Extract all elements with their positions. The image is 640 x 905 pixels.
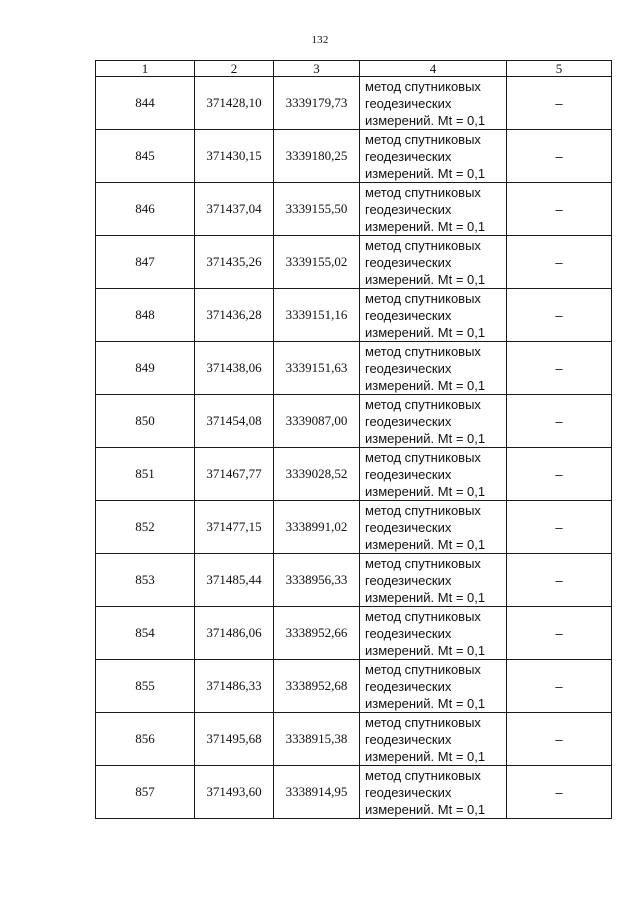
x-coordinate: 371485,44 — [195, 554, 274, 607]
y-coordinate: 3338915,38 — [274, 713, 360, 766]
note-dash: – — [507, 395, 612, 448]
x-coordinate: 371438,06 — [195, 342, 274, 395]
x-coordinate: 371430,15 — [195, 130, 274, 183]
measurement-method: метод спутниковых геодезических измерений. Mt = 0,1 — [360, 448, 507, 501]
note-dash: – — [507, 130, 612, 183]
y-coordinate: 3339180,25 — [274, 130, 360, 183]
point-number: 850 — [96, 395, 195, 448]
measurement-method: метод спутниковых геодезических измерений. Mt = 0,1 — [360, 395, 507, 448]
coordinates-table — [95, 60, 612, 819]
y-coordinate: 3339155,50 — [274, 183, 360, 236]
page-number: 132 — [311, 34, 329, 46]
measurement-method: метод спутниковых геодезических измерений. Mt = 0,1 — [360, 766, 507, 819]
y-coordinate: 3338914,95 — [274, 766, 360, 819]
table-row — [96, 236, 612, 289]
table-row — [96, 395, 612, 448]
note-dash: – — [507, 501, 612, 554]
note-dash: – — [507, 713, 612, 766]
note-dash: – — [507, 77, 612, 130]
table-row — [96, 289, 612, 342]
column-header-4: 4 — [360, 61, 507, 77]
x-coordinate: 371467,77 — [195, 448, 274, 501]
table-row — [96, 130, 612, 183]
column-header-5: 5 — [507, 61, 612, 77]
y-coordinate: 3339028,52 — [274, 448, 360, 501]
column-header-2: 2 — [195, 61, 274, 77]
point-number: 855 — [96, 660, 195, 713]
point-number: 854 — [96, 607, 195, 660]
point-number: 846 — [96, 183, 195, 236]
point-number: 852 — [96, 501, 195, 554]
measurement-method: метод спутниковых геодезических измерений. Mt = 0,1 — [360, 130, 507, 183]
point-number: 851 — [96, 448, 195, 501]
x-coordinate: 371437,04 — [195, 183, 274, 236]
note-dash: – — [507, 183, 612, 236]
x-coordinate: 371435,26 — [195, 236, 274, 289]
point-number: 856 — [96, 713, 195, 766]
point-number: 847 — [96, 236, 195, 289]
y-coordinate: 3338991,02 — [274, 501, 360, 554]
x-coordinate: 371486,06 — [195, 607, 274, 660]
point-number: 857 — [96, 766, 195, 819]
measurement-method: метод спутниковых геодезических измерений. Mt = 0,1 — [360, 501, 507, 554]
x-coordinate: 371428,10 — [195, 77, 274, 130]
x-coordinate: 371454,08 — [195, 395, 274, 448]
measurement-method: метод спутниковых геодезических измерений. Mt = 0,1 — [360, 77, 507, 130]
point-number: 849 — [96, 342, 195, 395]
table-body — [96, 77, 612, 819]
note-dash: – — [507, 607, 612, 660]
x-coordinate: 371486,33 — [195, 660, 274, 713]
point-number: 844 — [96, 77, 195, 130]
measurement-method: метод спутниковых геодезических измерений. Mt = 0,1 — [360, 342, 507, 395]
point-number: 845 — [96, 130, 195, 183]
y-coordinate: 3338952,66 — [274, 607, 360, 660]
table-row — [96, 448, 612, 501]
table-row — [96, 660, 612, 713]
y-coordinate: 3339155,02 — [274, 236, 360, 289]
note-dash: – — [507, 236, 612, 289]
y-coordinate: 3339151,63 — [274, 342, 360, 395]
measurement-method: метод спутниковых геодезических измерений. Mt = 0,1 — [360, 183, 507, 236]
column-header-3: 3 — [274, 61, 360, 77]
table-row — [96, 766, 612, 819]
y-coordinate: 3339151,16 — [274, 289, 360, 342]
table-row — [96, 77, 612, 130]
x-coordinate: 371436,28 — [195, 289, 274, 342]
x-coordinate: 371493,60 — [195, 766, 274, 819]
measurement-method: метод спутниковых геодезических измерений. Mt = 0,1 — [360, 289, 507, 342]
measurement-method: метод спутниковых геодезических измерений. Mt = 0,1 — [360, 554, 507, 607]
note-dash: – — [507, 766, 612, 819]
note-dash: – — [507, 448, 612, 501]
table-header-row — [96, 61, 612, 77]
table-row — [96, 342, 612, 395]
table-row — [96, 554, 612, 607]
column-header-1: 1 — [96, 61, 195, 77]
y-coordinate: 3338952,68 — [274, 660, 360, 713]
y-coordinate: 3339179,73 — [274, 77, 360, 130]
note-dash: – — [507, 342, 612, 395]
y-coordinate: 3339087,00 — [274, 395, 360, 448]
table-row — [96, 713, 612, 766]
point-number: 848 — [96, 289, 195, 342]
measurement-method: метод спутниковых геодезических измерений. Mt = 0,1 — [360, 607, 507, 660]
note-dash: – — [507, 660, 612, 713]
table-row — [96, 607, 612, 660]
x-coordinate: 371495,68 — [195, 713, 274, 766]
point-number: 853 — [96, 554, 195, 607]
measurement-method: метод спутниковых геодезических измерений. Mt = 0,1 — [360, 713, 507, 766]
y-coordinate: 3338956,33 — [274, 554, 360, 607]
note-dash: – — [507, 554, 612, 607]
measurement-method: метод спутниковых геодезических измерений. Mt = 0,1 — [360, 660, 507, 713]
measurement-method: метод спутниковых геодезических измерений. Mt = 0,1 — [360, 236, 507, 289]
note-dash: – — [507, 289, 612, 342]
table-row — [96, 183, 612, 236]
table-row — [96, 501, 612, 554]
x-coordinate: 371477,15 — [195, 501, 274, 554]
